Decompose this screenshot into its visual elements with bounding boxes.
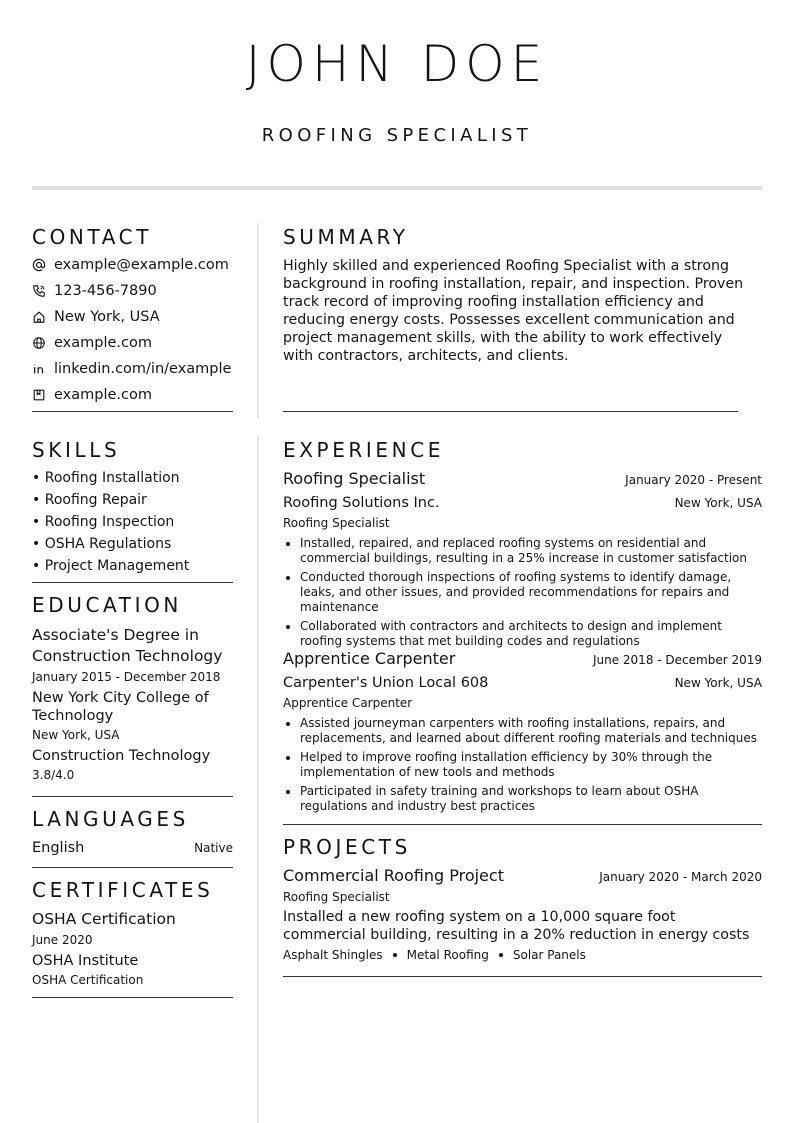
contact-linkedin-text: linkedin.com/in/example: [54, 361, 232, 377]
job-title: Apprentice Carpenter: [283, 649, 456, 668]
education-location: New York, USA: [32, 728, 120, 742]
certificate-date: June 2020: [32, 933, 93, 947]
skills-divider: [32, 582, 233, 583]
tag-separator: [499, 953, 503, 957]
skill-item: • OSHA Regulations: [32, 536, 172, 552]
column-divider-top: [257, 223, 259, 419]
certificate-issuer: OSHA Institute: [32, 953, 139, 969]
contact-linkedin[interactable]: [32, 356, 233, 382]
job-title-heading: ROOFING SPECIALIST: [261, 125, 533, 146]
skill-label: Roofing Installation: [44, 470, 180, 486]
job-location: New York, USA: [674, 676, 762, 690]
education-dates: January 2015 - December 2018: [32, 670, 221, 684]
projects-heading: PROJECTS: [283, 835, 411, 859]
skills-heading: SKILLS: [32, 438, 121, 462]
projects-divider: [283, 976, 762, 977]
project-tag: Solar Panels: [512, 948, 586, 962]
languages-heading: LANGUAGES: [32, 807, 189, 831]
certificates-divider: [32, 997, 233, 998]
skill-item: • Roofing Repair: [32, 492, 147, 508]
project-name: Commercial Roofing Project: [283, 866, 504, 885]
education-school: New York City College of Technology: [32, 690, 209, 724]
education-divider: [32, 796, 233, 797]
summary-heading: SUMMARY: [283, 225, 409, 249]
phone-icon: [32, 284, 46, 298]
language-level: Native: [194, 841, 233, 855]
certificate-entry: [32, 909, 233, 989]
job-bullets: [283, 536, 762, 649]
skill-item: • Roofing Inspection: [32, 514, 175, 530]
education-entry: [32, 625, 233, 784]
job-dates: June 2018 - December 2019: [592, 653, 762, 667]
skill-label: Project Management: [44, 558, 190, 574]
header-divider: [32, 186, 762, 190]
certificates-heading: CERTIFICATES: [32, 878, 214, 902]
candidate-name: JOHN DOE: [245, 35, 549, 93]
language-name: English: [32, 840, 85, 856]
summary-text: Highly skilled and experienced Roofing Specialist with a strong background in roofing installation, repair, and inspection. Proven track record of improving roofing installation efficiency and reducing energy costs. Possesses excellent communication and project management skills, with the ability to work effectively with contractors, architects, and clients.: [283, 258, 744, 364]
experience-entry: [283, 649, 762, 818]
job-role: Apprentice Carpenter: [283, 696, 413, 710]
skills-list: [32, 467, 233, 577]
tag-separator: [393, 953, 397, 957]
home-icon: [32, 310, 46, 324]
job-location: New York, USA: [674, 496, 762, 510]
experience-entry: [283, 469, 762, 653]
skill-item: • Project Management: [32, 558, 190, 574]
contact-heading: CONTACT: [32, 225, 153, 249]
linkedin-icon: [32, 362, 46, 376]
job-bullet: Conducted thorough inspections of roofing systems to identify damage, leaks, and other issues, and provided recommendations for repairs and maintenance: [283, 570, 762, 615]
certificate-type: OSHA Certification: [32, 973, 144, 987]
column-divider-bottom: [257, 436, 259, 1123]
job-company: Roofing Solutions Inc.: [283, 495, 440, 511]
job-bullet: Helped to improve roofing installation efficiency by 30% through the implementation of new tools and methods: [283, 750, 762, 780]
skill-label: Roofing Repair: [44, 492, 147, 508]
experience-divider: [283, 824, 762, 825]
project-description: Installed a new roofing system on a 10,000 square foot commercial building, resulting in a 20% reduction in energy costs: [283, 909, 750, 943]
languages-divider: [32, 867, 233, 868]
project-dates: January 2020 - March 2020: [599, 870, 762, 884]
project-tags: [283, 946, 762, 964]
job-bullet: Participated in safety training and workshops to learn about OSHA regulations and industry best practices: [283, 784, 762, 814]
education-gpa: 3.8/4.0: [32, 768, 75, 782]
contact-divider: [32, 411, 233, 412]
experience-heading: EXPERIENCE: [283, 438, 445, 462]
contact-website-text: example.com: [54, 335, 152, 351]
job-title: Roofing Specialist: [283, 469, 426, 488]
project-role: Roofing Specialist: [283, 890, 390, 904]
at-icon: [32, 258, 46, 272]
contact-list: [32, 252, 233, 408]
summary-divider: [283, 411, 738, 412]
job-role: Roofing Specialist: [283, 516, 390, 530]
contact-phone[interactable]: [32, 278, 233, 304]
skill-item: • Roofing Installation: [32, 470, 180, 486]
contact-location: [32, 304, 233, 330]
project-tag: Metal Roofing: [406, 948, 489, 962]
education-heading: EDUCATION: [32, 593, 182, 617]
globe-icon: [32, 336, 46, 350]
job-bullet: Assisted journeyman carpenters with roofing installations, repairs, and replacements, and learned about different roofing materials and techniques: [283, 716, 762, 746]
contact-email[interactable]: [32, 252, 233, 278]
project-entry: [283, 866, 762, 964]
job-bullets: [283, 716, 762, 814]
job-dates: January 2020 - Present: [625, 473, 762, 487]
skill-label: Roofing Inspection: [44, 514, 175, 530]
project-tag: Asphalt Shingles: [283, 948, 383, 962]
job-company: Carpenter's Union Local 608: [283, 675, 489, 691]
job-bullet: Collaborated with contractors and architects to design and implement roofing systems that met building codes and regulations: [283, 619, 762, 649]
education-degree: Associate's Degree in Construction Technology: [32, 626, 223, 665]
education-field: Construction Technology: [32, 748, 211, 764]
contact-email-text: example@example.com: [54, 257, 229, 273]
contact-website[interactable]: [32, 330, 233, 356]
language-item: [32, 837, 233, 859]
contact-portfolio[interactable]: [32, 382, 233, 408]
contact-phone-text: 123-456-7890: [54, 283, 157, 299]
contact-portfolio-text: example.com: [54, 387, 152, 403]
skill-label: OSHA Regulations: [44, 536, 172, 552]
job-bullet: Installed, repaired, and replaced roofing systems on residential and commercial buildings, resulting in a 25% increase in customer satisfaction: [283, 536, 762, 566]
certificate-name: OSHA Certification: [32, 910, 176, 928]
bookmark-icon: [32, 388, 46, 402]
contact-location-text: New York, USA: [54, 309, 160, 325]
